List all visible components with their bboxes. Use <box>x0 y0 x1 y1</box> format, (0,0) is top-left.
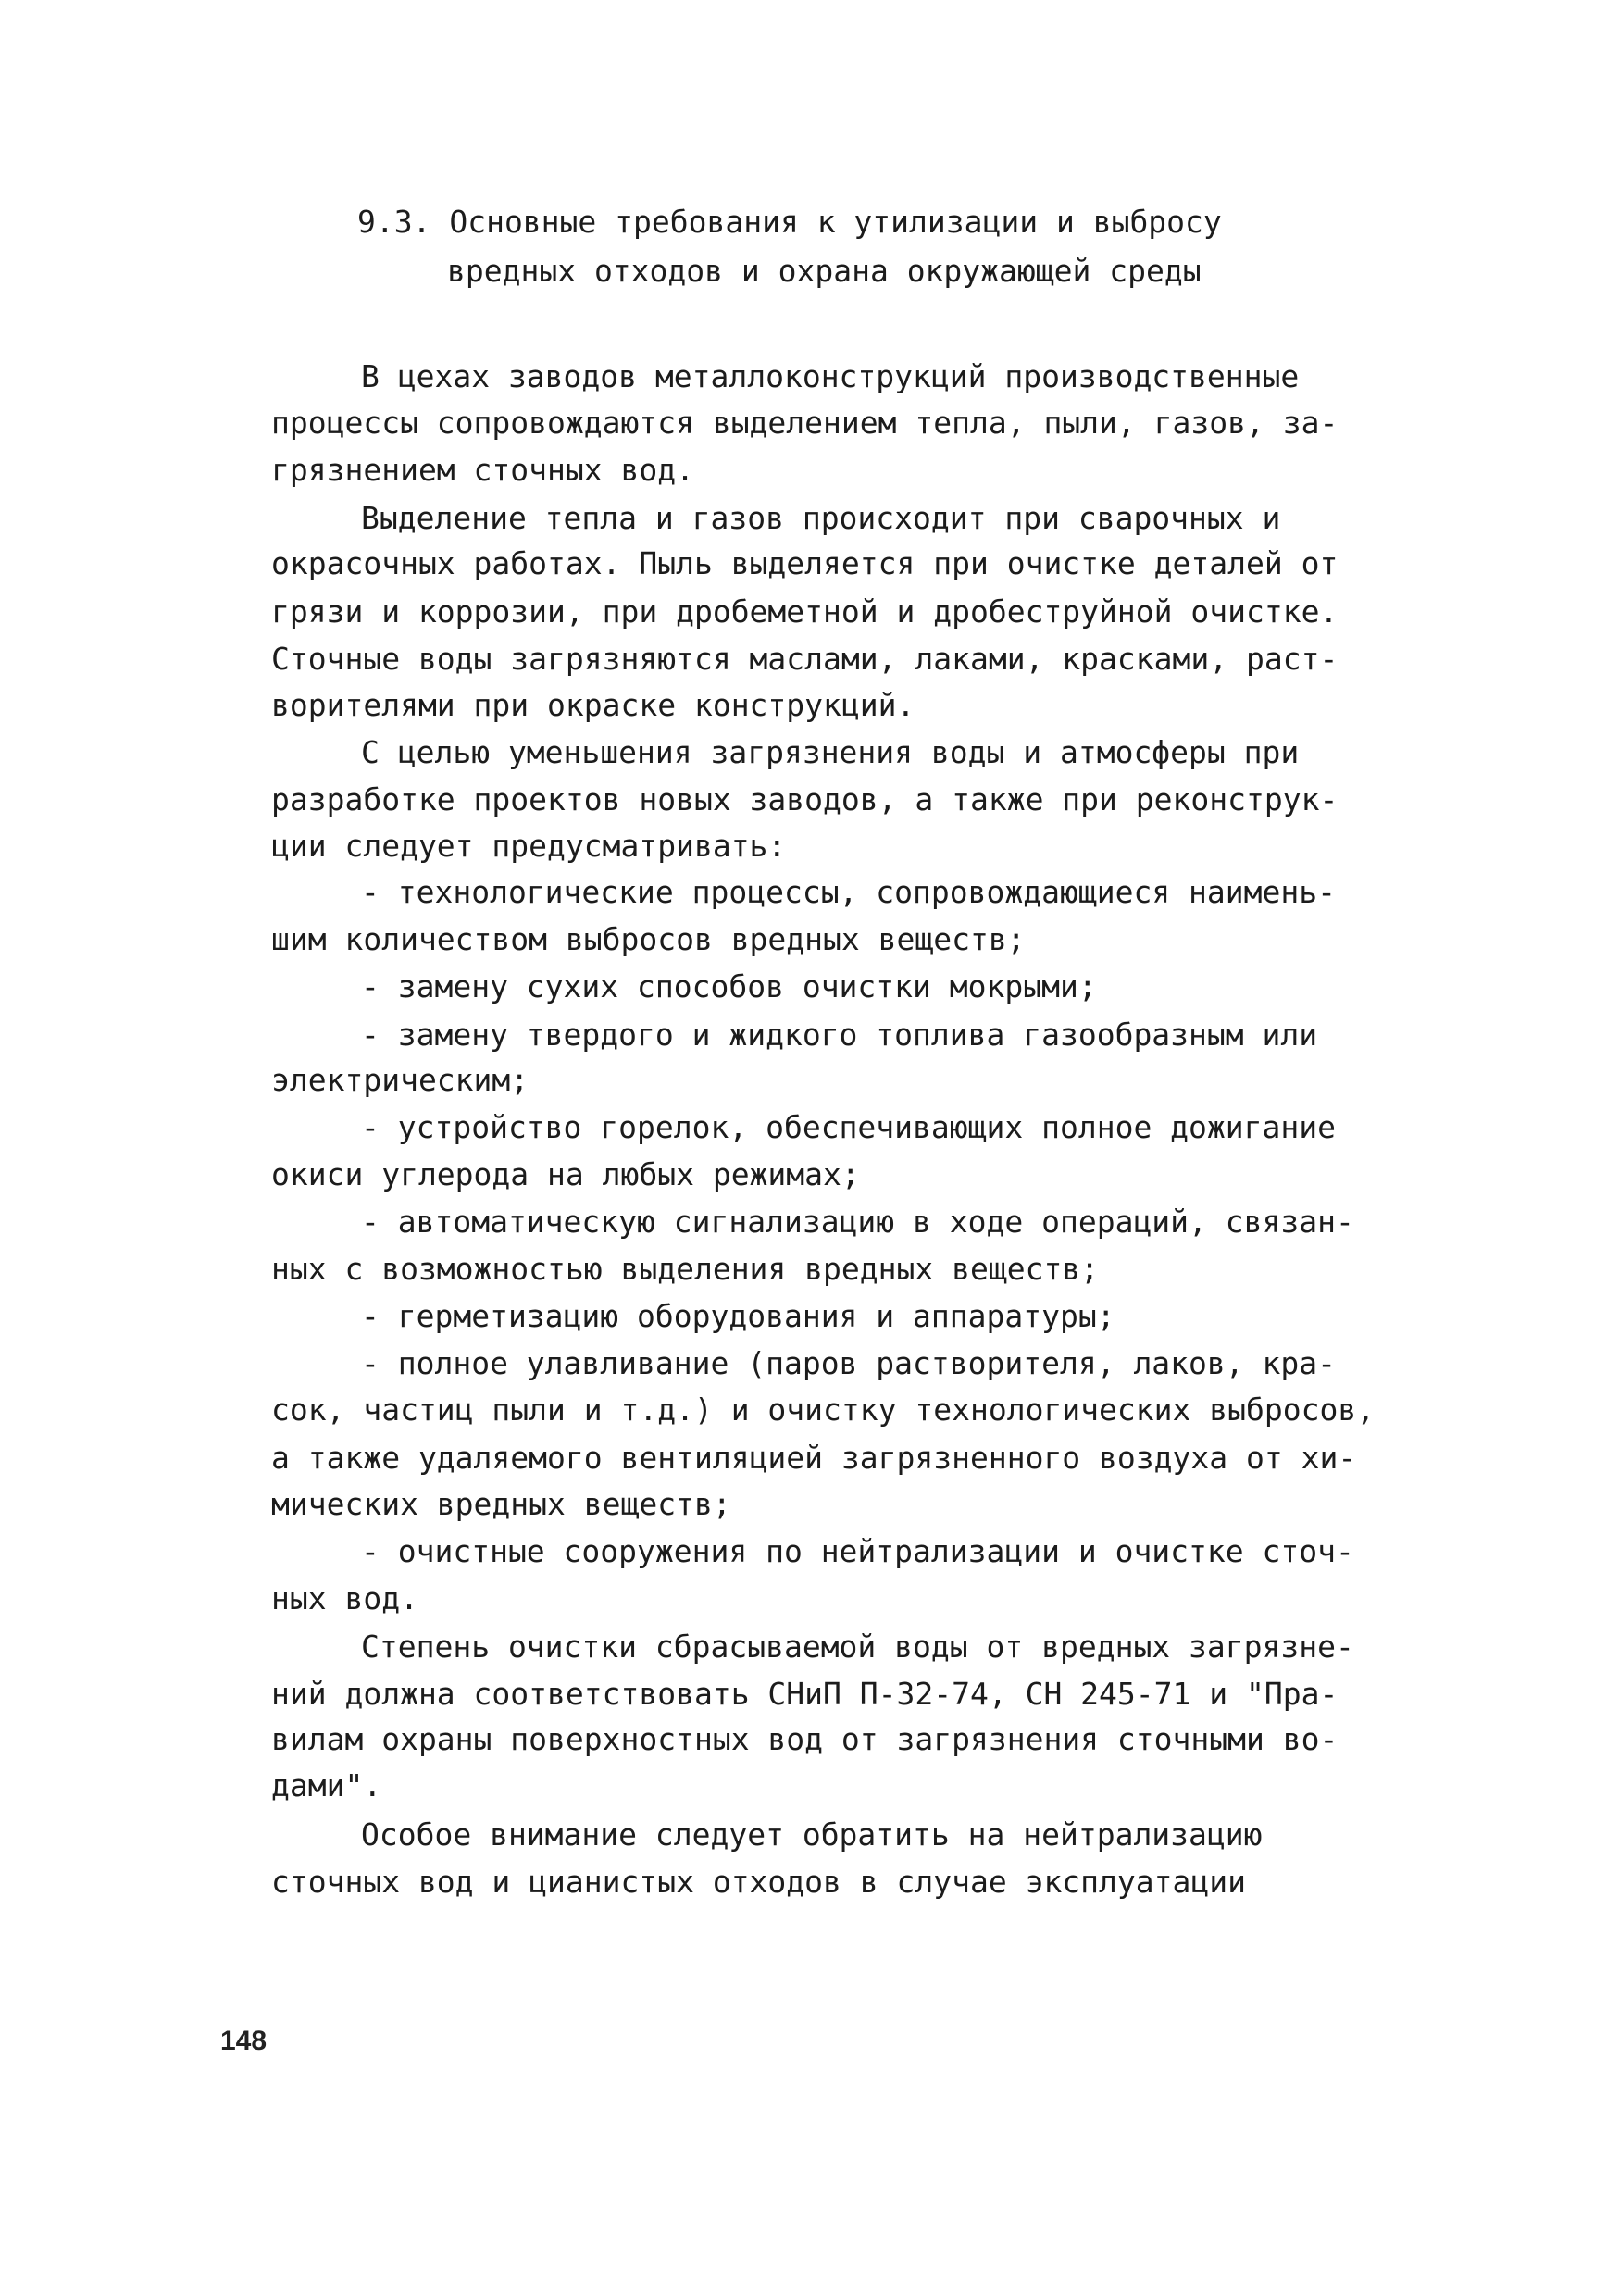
text-line: ных вод. <box>271 1580 418 1616</box>
text-line: - замену твердого и жидкого топлива газообразным или <box>361 1017 1318 1053</box>
text-line: С целью уменьшения загрязнения воды и атмосферы при <box>361 734 1300 770</box>
text-line: ции следует предусматривать: <box>271 828 787 864</box>
section-heading-line-2: вредных отходов и охрана окружающей среды <box>447 253 1202 289</box>
text-line: ворителями при окраске конструкций. <box>271 687 915 723</box>
text-line: вилам охраны поверхностных вод от загрязнения сточными во- <box>271 1721 1339 1757</box>
text-line: шим количеством выбросов вредных веществ; <box>271 921 1026 957</box>
text-line: процессы сопровождаются выделением тепла, пыли, газов, за- <box>271 405 1339 441</box>
text-line: - герметизацию оборудования и аппаратуры; <box>361 1298 1115 1334</box>
text-line: - полное улавливание (паров растворителя, лаков, кра- <box>361 1345 1336 1381</box>
text-line: окиси углерода на любых режимах; <box>271 1156 860 1192</box>
text-line: ний должна соответствовать СНиП П-32-74, СН 245-71 и "Пра- <box>271 1676 1339 1712</box>
text-line: грязнением сточных вод. <box>271 452 694 488</box>
text-line: окрасочных работах. Пыль выделяется при очистке деталей от <box>271 545 1339 581</box>
text-line: дами". <box>271 1767 382 1803</box>
text-line: Сточные воды загрязняются маслами, лаками, красками, раст- <box>271 641 1339 677</box>
text-line: - технологические процессы, сопровождающиеся наимень- <box>361 874 1336 910</box>
text-line: - замену сухих способов очистки мокрыми; <box>361 968 1097 1004</box>
text-line: В цехах заводов металлоконструкций производственные <box>361 358 1300 394</box>
text-line: Степень очистки сбрасываемой воды от вредных загрязне- <box>361 1628 1354 1665</box>
section-heading-line-1: 9.3. Основные требования к утилизации и выбросу <box>357 204 1222 240</box>
text-line: сточных вод и цианистых отходов в случае эксплуатации <box>271 1864 1246 1900</box>
text-line: - очистные сооружения по нейтрализации и очистке сточ- <box>361 1533 1354 1569</box>
text-line: Выделение тепла и газов происходит при сварочных и <box>361 500 1281 536</box>
text-line: грязи и коррозии, при дробеметной и дробеструйной очистке. <box>271 593 1339 630</box>
text-line: разработке проектов новых заводов, а также при реконструк- <box>271 781 1339 817</box>
text-line: - устройство горелок, обеспечивающих полное дожигание <box>361 1109 1336 1145</box>
text-line: - автоматическую сигнализацию в ходе операций, связан- <box>361 1204 1354 1240</box>
text-line: мических вредных веществ; <box>271 1486 731 1522</box>
text-line: электрическим; <box>271 1062 529 1098</box>
text-line: сок, частиц пыли и т.д.) и очистку технологических выбросов, <box>271 1391 1376 1428</box>
text-line: ных с возможностью выделения вредных веществ; <box>271 1251 1100 1287</box>
text-line: а также удаляемого вентиляцией загрязненного воздуха от хи- <box>271 1440 1357 1476</box>
page-number: 148 <box>220 2026 268 2056</box>
text-line: Особое внимание следует обратить на нейтрализацию <box>361 1816 1263 1853</box>
